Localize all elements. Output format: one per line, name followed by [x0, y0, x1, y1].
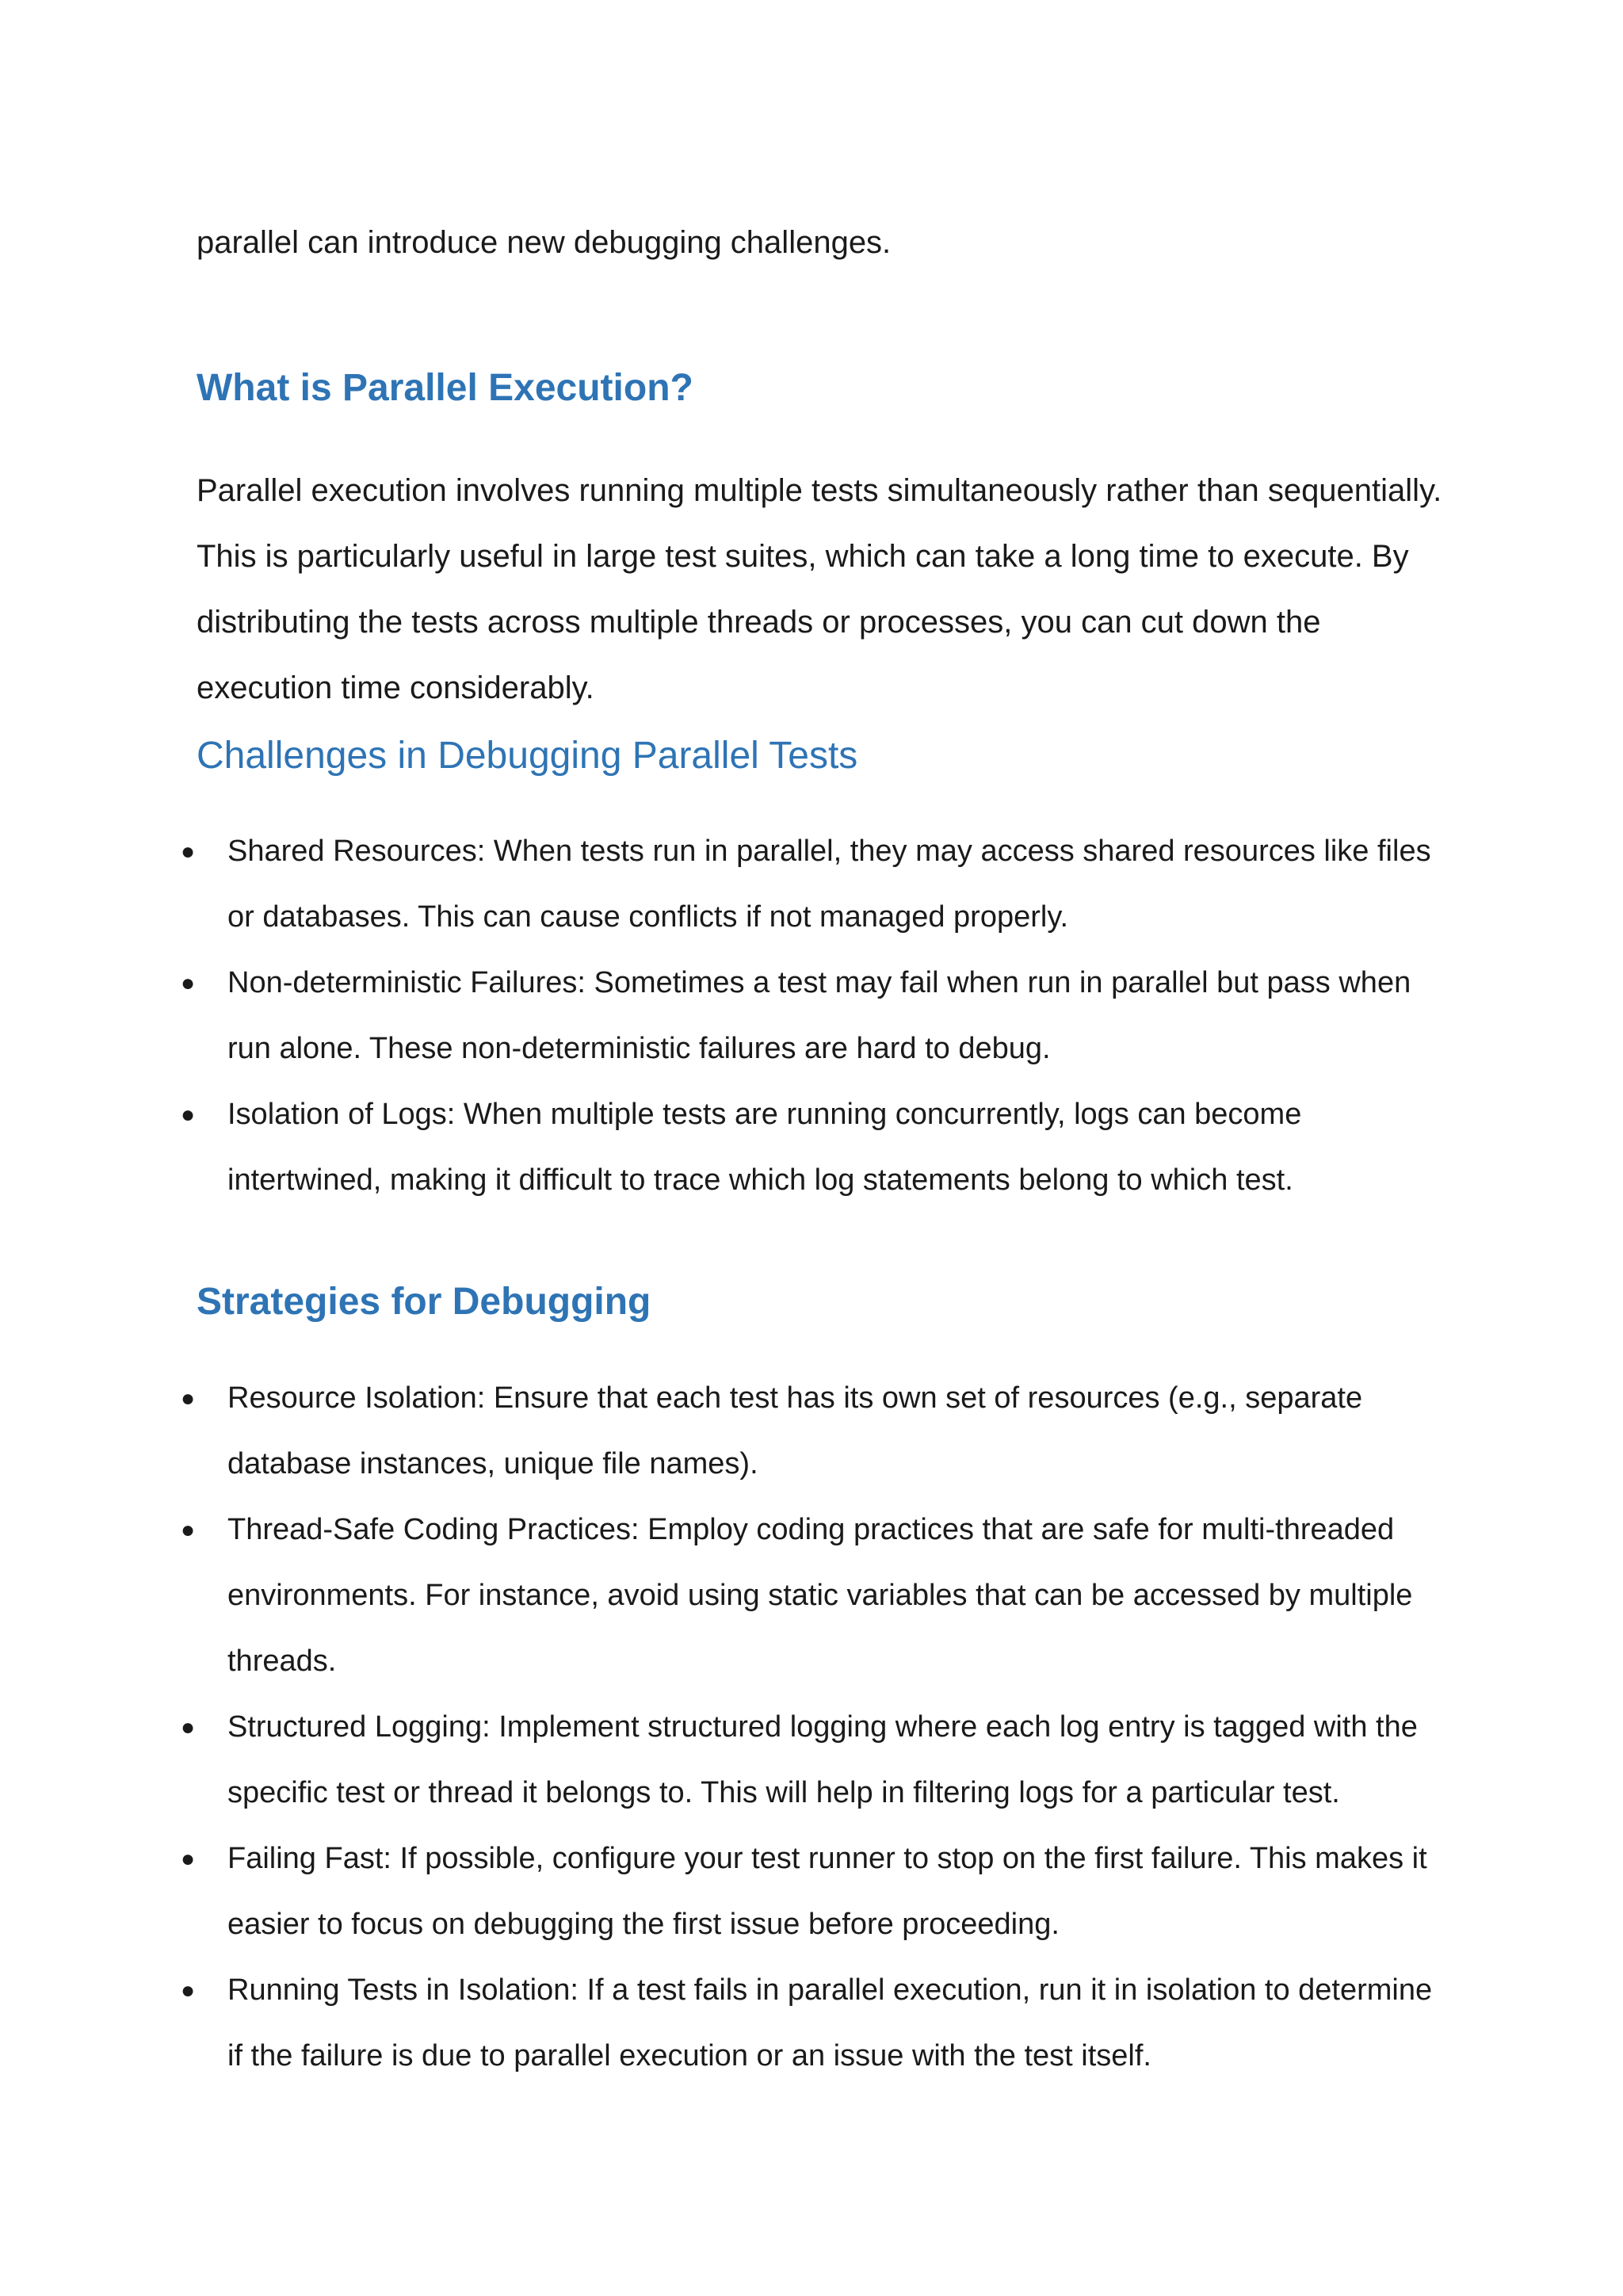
- list-item: [181, 1826, 1449, 1958]
- bullet-icon: ●: [181, 839, 196, 865]
- list-item-text: Failing Fast: If possible, configure your test runner to stop on the first failure. This makes it easier to focus on debugging the first issue before proceeding.: [227, 1842, 1427, 1941]
- list-item-text: Non-deterministic Failures: Sometimes a test may fail when run in parallel but pass when run alone. These non-deterministic failures are hard to debug.: [227, 966, 1411, 1065]
- paragraph-parallel-execution: Parallel execution involves running multiple tests simultaneously rather than sequentially. This is particularly useful in large test suites, which can take a long time to execute. By distributing the tests across multiple threads or processes, you can cut down the execution time considerably.: [197, 473, 1442, 705]
- bullet-icon: ●: [181, 1385, 196, 1412]
- list-item: [181, 1366, 1449, 1497]
- list-item: [181, 1497, 1449, 1694]
- challenges-list: [181, 819, 1449, 1213]
- list-item: [181, 1958, 1449, 2089]
- bullet-icon: ●: [181, 970, 196, 996]
- heading-parallel-execution: What is Parallel Execution?: [197, 367, 693, 409]
- bullet-icon: ●: [181, 1846, 196, 1872]
- bullet-icon: ●: [181, 1977, 196, 2004]
- list-item-text: Resource Isolation: Ensure that each test has its own set of resources (e.g., separate database instances, unique file names).: [227, 1381, 1363, 1480]
- list-item-text: Running Tests in Isolation: If a test fails in parallel execution, run it in isolation to determine if the failure is due to parallel execution or an issue with the test itself.: [227, 1973, 1433, 2073]
- list-item-text: Thread-Safe Coding Practices: Employ coding practices that are safe for multi-threaded environments. For instance, avoid using static variables that can be accessed by multiple threads.: [227, 1513, 1413, 1678]
- list-item: [181, 1082, 1449, 1213]
- list-item: [181, 1694, 1449, 1826]
- list-item: [181, 950, 1449, 1082]
- strategies-list: [181, 1366, 1449, 2089]
- list-item-text: Isolation of Logs: When multiple tests are running concurrently, logs can become intertwined, making it difficult to trace which log statements belong to which test.: [227, 1098, 1302, 1197]
- list-item-text: Shared Resources: When tests run in parallel, they may access shared resources like files or databases. This can cause conflicts if not managed properly.: [227, 835, 1431, 934]
- bullet-icon: ●: [181, 1714, 196, 1740]
- intro-text: parallel can introduce new debugging challenges.: [197, 225, 892, 260]
- heading-challenges: Challenges in Debugging Parallel Tests: [197, 735, 858, 777]
- list-item-text: Structured Logging: Implement structured logging where each log entry is tagged with the specific test or thread it belongs to. This will help in filtering logs for a particular test.: [227, 1710, 1418, 1809]
- heading-strategies: Strategies for Debugging: [197, 1281, 651, 1323]
- bullet-icon: ●: [181, 1102, 196, 1128]
- list-item: [181, 819, 1449, 950]
- bullet-icon: ●: [181, 1517, 196, 1543]
